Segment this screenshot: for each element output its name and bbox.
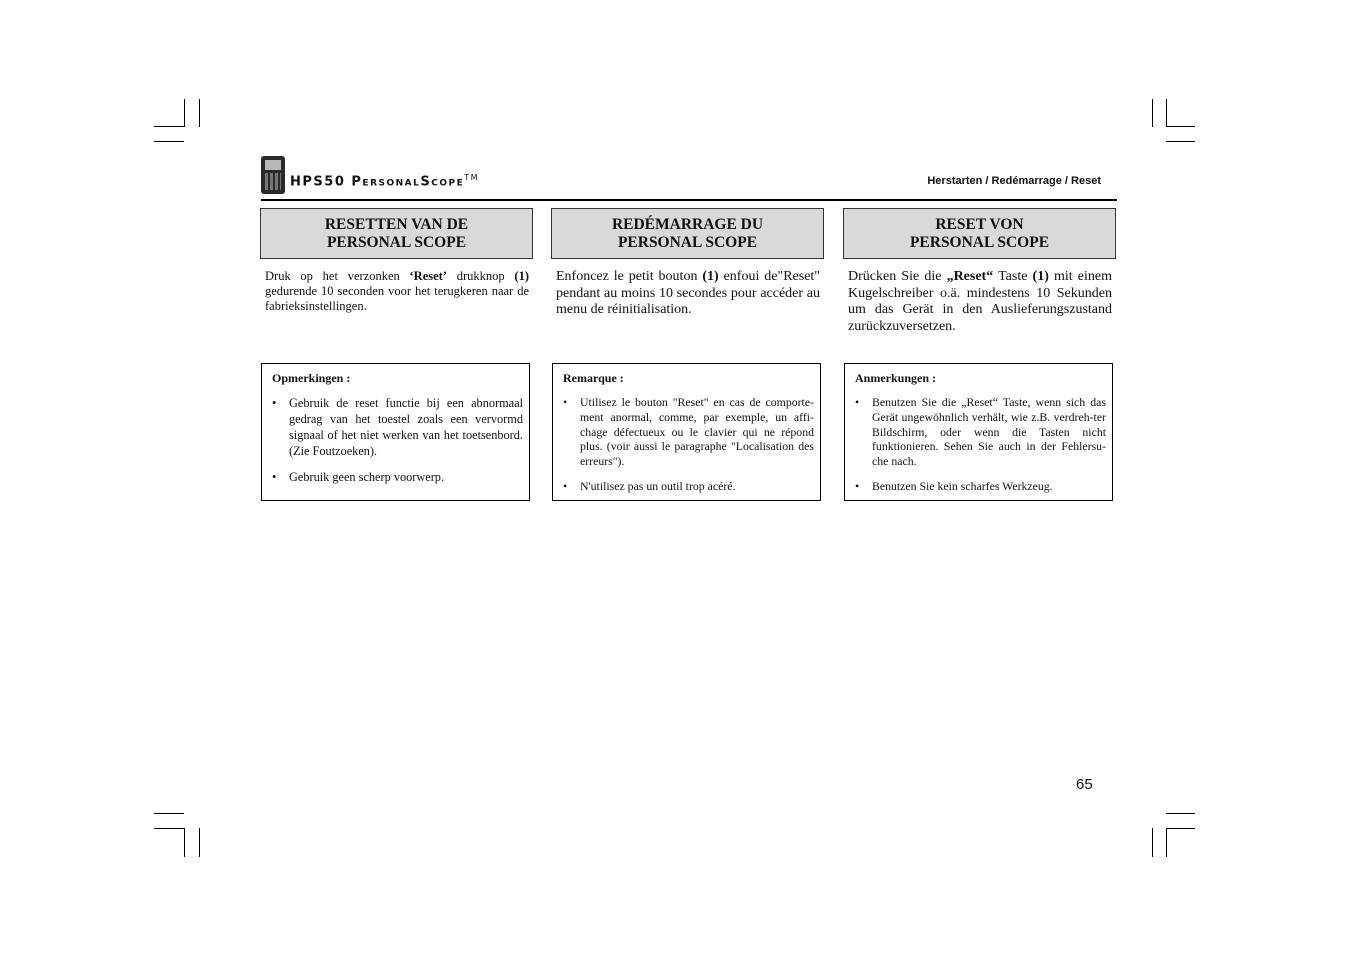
intro-text: drukknop xyxy=(447,269,515,283)
column-dutch xyxy=(260,208,533,484)
note-text: Gebruik geen scherp voorwerp. xyxy=(289,470,445,484)
list-item: • Gebruik geen scherp voorwerp. xyxy=(272,470,445,484)
list-item: • N'utilisez pas un outil trop acéré. xyxy=(563,478,736,493)
intro-text: Druk op het verzonken xyxy=(265,269,410,283)
intro-text: Drücken Sie die xyxy=(848,269,947,284)
reset-key-label: „Reset“ xyxy=(946,269,994,284)
button-number: (1) xyxy=(514,269,529,283)
list-item: • Gebruik de reset functie bij een abnormaal gedrag van het toestel zoals een vervormd signaal of het niet werken van het toetsenbord. (Zie Foutzoeken). xyxy=(272,396,523,458)
section-title-box xyxy=(260,208,533,259)
intro-text: enfoui de"Reset" pendant au moins 10 secondes pour accéder au menu de réinitialisation. xyxy=(556,269,821,317)
button-number: (1) xyxy=(1032,269,1049,284)
title-line-2: PERSONAL SCOPE xyxy=(326,233,467,251)
notes-heading: Anmerkungen : xyxy=(855,371,937,385)
note-text: Benutzen Sie kein scharfes Werkzeug. xyxy=(872,478,1053,493)
column-french xyxy=(551,208,824,493)
title-line-1: RESET VON xyxy=(935,215,1024,233)
list-item: • Utilisez le bouton "Reset" en cas de comporte-ment anormal, comme, par exemple, un affi-chage défectueux ou le clavier qui ne répond plus. (voir aussi le paragraphe "Localisation des erreurs"). xyxy=(563,395,814,469)
note-text: Utilisez le bouton "Reset" en cas de comporte-ment anormal, comme, par exemple, un affi-chage défectueux ou le clavier qui ne répond plus. (voir aussi le paragraphe "Localisation des erreurs"). xyxy=(580,395,814,469)
page-number: 65 xyxy=(1076,776,1093,793)
intro-paragraph xyxy=(556,269,820,319)
title-line-2: PERSONAL SCOPE xyxy=(617,233,758,251)
intro-paragraph xyxy=(848,269,1112,335)
notes-list xyxy=(563,395,814,494)
list-item: • Benutzen Sie kein scharfes Werkzeug. xyxy=(855,478,1053,493)
title-line-2: PERSONAL SCOPE xyxy=(909,233,1050,251)
title-line-1: REDÉMARRAGE DU xyxy=(611,215,764,233)
section-title-box xyxy=(551,208,824,259)
brand-title xyxy=(290,173,479,189)
notes-list xyxy=(272,395,523,485)
section-label: Herstarten / Redémarrage / Reset xyxy=(927,175,1101,187)
notes-heading: Opmerkingen : xyxy=(272,371,351,385)
note-text: Benutzen Sie die „Reset“ Taste, wenn sich das Gerät ungewöhnlich verhält, wie z.B. verdreh-ter Bildschirm, oder wenn die Tasten nicht funktionieren. Sehen Sie auch in der Fehlersu-che nach. xyxy=(872,395,1106,469)
column-german xyxy=(843,208,1116,493)
notes-heading: Remarque : xyxy=(563,371,624,385)
intro-text: gedurende 10 seconden voor het terugkeren naar de fabrieksinstellingen. xyxy=(265,284,529,313)
intro-text: Enfoncez le petit bouton xyxy=(556,269,703,284)
scope-device-icon xyxy=(261,156,285,194)
title-line-1: RESETTEN VAN DE xyxy=(324,215,469,233)
header-rule xyxy=(261,199,1117,201)
notes-box xyxy=(844,363,1113,501)
intro-text: mit einem Kugelschreiber o.ä. mindestens 10 Sekunden um das Gerät in den Auslieferungszustand zurückzuversetzen. xyxy=(848,269,1112,334)
list-item: • Benutzen Sie die „Reset“ Taste, wenn sich das Gerät ungewöhnlich verhält, wie z.B. verdreh-ter Bildschirm, oder wenn die Tasten nicht funktionieren. Sehen Sie auch in der Fehlersu-che nach. xyxy=(855,395,1106,469)
note-text: N'utilisez pas un outil trop acéré. xyxy=(580,478,736,493)
button-number: (1) xyxy=(702,269,719,284)
intro-paragraph xyxy=(265,269,529,314)
section-title-box xyxy=(843,208,1116,259)
page-header xyxy=(261,156,1117,200)
notes-box xyxy=(261,363,530,501)
brand-name: HPS50 PersonalScope xyxy=(290,174,465,190)
note-text: Gebruik de reset functie bij een abnormaal gedrag van het toestel zoals een vervormd signaal of het niet werken van het toetsenbord. (Zie Foutzoeken). xyxy=(289,396,523,458)
notes-box xyxy=(552,363,821,501)
reset-key-label: ‘Reset’ xyxy=(409,269,447,283)
intro-text: Taste xyxy=(993,269,1033,284)
notes-list xyxy=(855,395,1106,494)
trademark: TM xyxy=(464,173,480,182)
